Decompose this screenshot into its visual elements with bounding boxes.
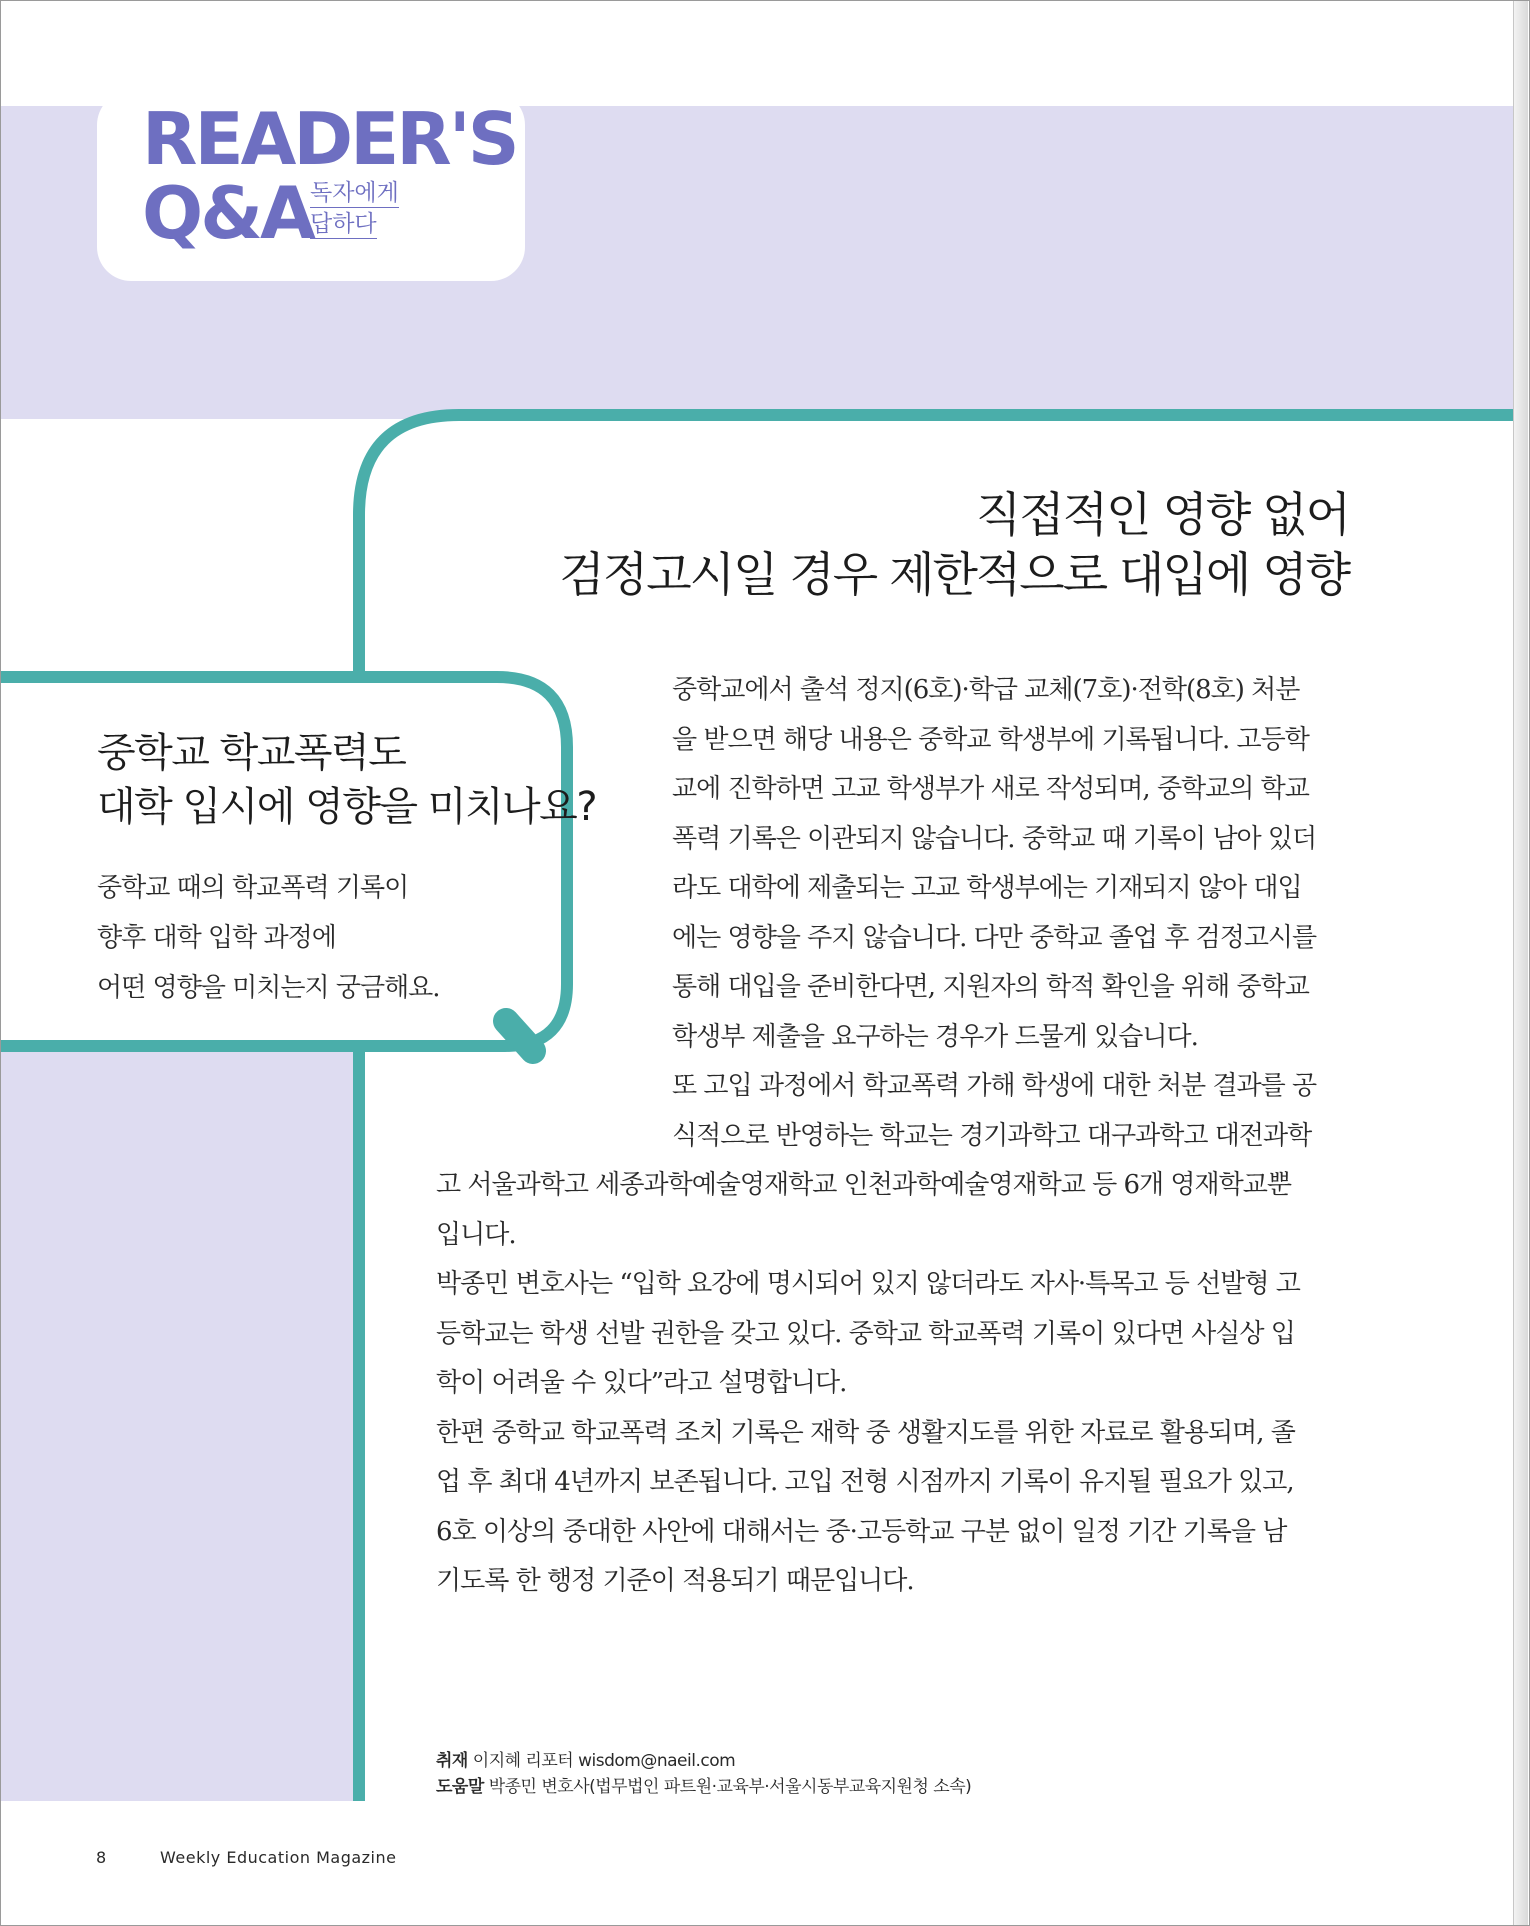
article-title-line-1: 직접적인 영향 없어 bbox=[975, 488, 1349, 543]
answer-text-line: 을 받으면 해당 내용은 중학교 학생부에 기록됩니다. 고등학 bbox=[672, 725, 1309, 755]
logo-readers: READER'S bbox=[142, 97, 517, 181]
credit-advisor bbox=[436, 1775, 971, 1799]
answer-text-line: 업 후 최대 4년까지 보존됩니다. 고입 전형 시점까지 기록이 유지될 필요가 있고, bbox=[436, 1467, 1294, 1497]
answer-text-line: 기도록 한 행정 기준이 적용되기 때문입니다. bbox=[436, 1566, 914, 1596]
credit-reporter-label: 취재 bbox=[436, 1751, 468, 1771]
question-text-line: 중학교 때의 학교폭력 기록이 bbox=[97, 873, 409, 903]
answer-text-line: 6호 이상의 중대한 사안에 대해서는 중·고등학교 구분 없이 일정 기간 기록을 남 bbox=[436, 1517, 1287, 1547]
answer-text-line: 고 서울과학고 세종과학예술영재학교 인천과학예술영재학교 등 6개 영재학교뿐 bbox=[436, 1170, 1291, 1200]
page-number: 8 bbox=[96, 1848, 107, 1867]
answer-text-line: 또 고입 과정에서 학교폭력 가해 학생에 대한 처분 결과를 공 bbox=[672, 1071, 1317, 1101]
page-edge-shadow bbox=[1513, 1, 1528, 1926]
logo-subtitle-1: 독자에게 bbox=[310, 180, 399, 206]
logo-subtitle-2: 답하다 bbox=[310, 211, 377, 237]
answer-text-line: 한편 중학교 학교폭력 조치 기록은 재학 중 생활지도를 위한 자료로 활용되며, 졸 bbox=[436, 1418, 1295, 1448]
question-title-line-1: 중학교 학교폭력도 bbox=[97, 730, 406, 776]
logo-qa: Q&A bbox=[142, 171, 313, 255]
left-lavender-panel bbox=[1, 1046, 361, 1801]
answer-text-line: 에는 영향을 주지 않습니다. 다만 중학교 졸업 후 검정고시를 bbox=[672, 923, 1317, 953]
article-title-line-2: 검정고시일 경우 제한적으로 대입에 영향 bbox=[559, 548, 1349, 603]
magazine-name: Weekly Education Magazine bbox=[160, 1848, 397, 1867]
question-title-line-2: 대학 입시에 영향을 미치나요? bbox=[97, 784, 597, 830]
credit-reporter bbox=[436, 1749, 735, 1773]
question-text-line: 어떤 영향을 미치는지 궁금해요. bbox=[97, 973, 440, 1003]
answer-text-line: 통해 대입을 준비한다면, 지원자의 학적 확인을 위해 중학교 bbox=[672, 972, 1309, 1002]
answer-text-line: 폭력 기록은 이관되지 않습니다. 중학교 때 기록이 남아 있더 bbox=[672, 824, 1317, 854]
credit-advisor-text: 박종민 변호사(법무법인 파트원·교육부·서울시동부교육지원청 소속) bbox=[488, 1777, 972, 1797]
answer-text-line: 라도 대학에 제출되는 고교 학생부에는 기재되지 않아 대입 bbox=[672, 873, 1302, 903]
credit-reporter-text: 이지혜 리포터 wisdom@naeil.com bbox=[472, 1751, 736, 1771]
answer-text-line: 식적으로 반영하는 학교는 경기과학고 대구과학고 대전과학 bbox=[672, 1121, 1312, 1151]
answer-text-line: 박종민 변호사는 “입학 요강에 명시되어 있지 않더라도 자사·특목고 등 선발형 고 bbox=[436, 1269, 1300, 1299]
credit-advisor-label: 도움말 bbox=[436, 1777, 484, 1797]
answer-text-line: 등학교는 학생 선발 권한을 갖고 있다. 중학교 학교폭력 기록이 있다면 사실상 입 bbox=[436, 1319, 1295, 1349]
answer-text-line: 입니다. bbox=[436, 1220, 516, 1250]
answer-text-line: 학생부 제출을 요구하는 경우가 드물게 있습니다. bbox=[672, 1022, 1198, 1052]
answer-text-line: 학이 어려울 수 있다”라고 설명합니다. bbox=[436, 1368, 847, 1398]
answer-text-line: 교에 진학하면 고교 학생부가 새로 작성되며, 중학교의 학교 bbox=[672, 774, 1309, 804]
answer-text-line: 중학교에서 출석 정지(6호)·학급 교체(7호)·전학(8호) 처분 bbox=[672, 675, 1300, 705]
question-text-line: 향후 대학 입학 과정에 bbox=[97, 923, 336, 953]
